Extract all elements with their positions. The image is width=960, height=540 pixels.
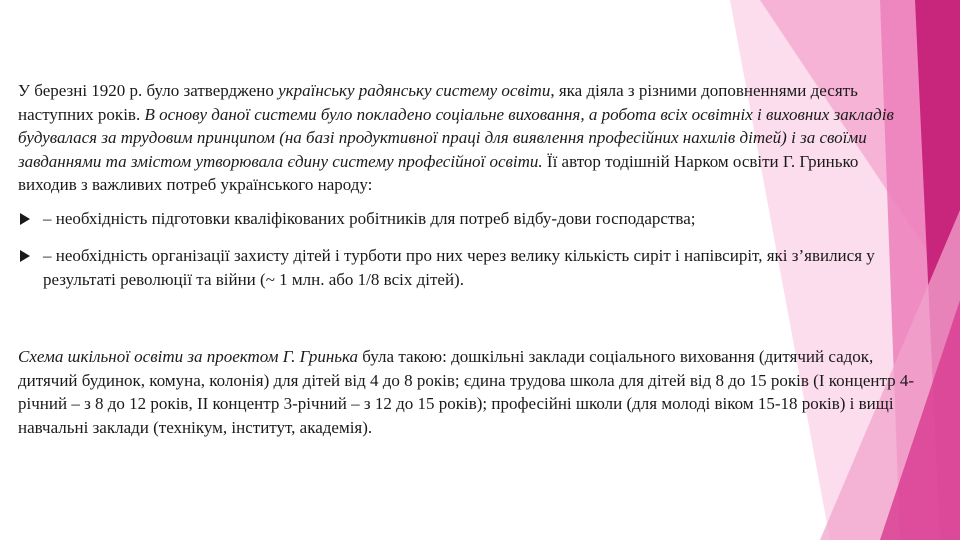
italic-segment: В основу даної системи було покладено соціальне виховання, а робота всіх освітніх і виховних закладів будувалася за трудовим принципом (на базі продуктивної праці для виявлення професійних нахилів дітей) і за своїми завданнями та змістом утворювала єдину систему професійної освіти. — [18, 104, 894, 171]
list-item-text: – необхідність організації захисту дітей і турботи про них через велику кількість сиріт і напівсиріт, які з’явилися у результаті революції та війни (~ 1 млн. або 1/8 всіх дітей). — [43, 246, 875, 289]
triangle-right-icon — [20, 213, 30, 225]
text-segment: була такою: дошкільні заклади соціального виховання (дитячий садок, дитячий будинок, комуна, колонія) для дітей від 4 до 8 років; єдина трудова школа для дітей від 8 до 15 років (І концентр 4-річний – з 8 до 12 років, ІІ концентр 3-річний – з 12 до 15 років); професійні школи (для молоді віком 15-18 років) і вищі навчальні заклади (технікум, інститут, академія). — [18, 347, 915, 437]
italic-segment: українську радянську систему освіти — [278, 81, 551, 100]
intro-paragraph — [18, 79, 918, 197]
scheme-paragraph — [18, 345, 918, 439]
needs-list — [18, 207, 918, 292]
slide-content — [18, 79, 918, 439]
text-segment: , яка діяла з різними доповненнями десять наступних років. — [18, 81, 858, 124]
italic-segment: Схема шкільної освіти за проектом Г. Гринька — [18, 347, 359, 366]
list-item — [18, 207, 918, 231]
text-segment: Її автор тодішній Нарком освіти Г. Гринько виходив з важливих потреб українського народу: — [18, 151, 859, 194]
list-item — [18, 244, 918, 291]
list-item-text: – необхідність підготовки кваліфікованих робітників для потреб відбу-дови господарства; — [43, 208, 696, 228]
text-segment: У березні 1920 р. було затверджено — [18, 81, 279, 100]
triangle-right-icon — [20, 250, 30, 262]
